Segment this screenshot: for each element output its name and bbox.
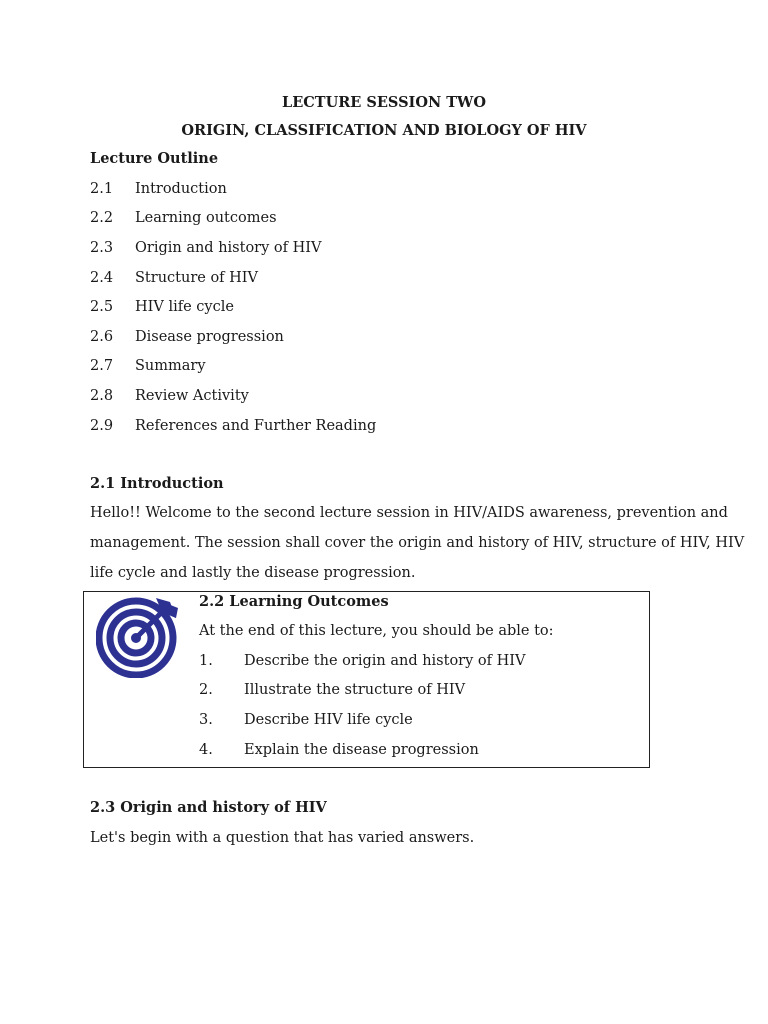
outline-item-learning-outcomes: Learning outcomes — [135, 210, 277, 226]
introduction-paragraph-line: life cycle and lastly the disease progression. — [90, 565, 416, 581]
target-icon — [96, 594, 180, 678]
topic-title: ORIGIN, CLASSIFICATION AND BIOLOGY OF HIV — [181, 122, 587, 139]
outcome-item: Describe HIV life cycle — [244, 712, 413, 728]
outcome-number: 2. — [199, 682, 213, 698]
outline-item-disease-progression: Disease progression — [135, 329, 284, 345]
outline-number: 2.2 — [90, 210, 114, 226]
session-title: LECTURE SESSION TWO — [282, 94, 486, 111]
outline-item-origin-history: Origin and history of HIV — [135, 240, 322, 256]
outline-number: 2.1 — [90, 181, 114, 197]
outline-number: 2.5 — [90, 299, 114, 315]
introduction-paragraph-line: management. The session shall cover the origin and history of HIV, structure of HIV, HIV — [90, 535, 745, 551]
outcome-number: 1. — [199, 653, 213, 669]
outline-number: 2.9 — [90, 418, 114, 434]
outline-item-review-activity: Review Activity — [135, 388, 249, 404]
outline-number: 2.7 — [90, 358, 114, 374]
introduction-heading: 2.1 Introduction — [90, 475, 224, 492]
outline-item-references: References and Further Reading — [135, 418, 377, 434]
outcome-item: Explain the disease progression — [244, 742, 479, 758]
outline-number: 2.8 — [90, 388, 114, 404]
outline-heading: Lecture Outline — [90, 150, 219, 167]
origin-heading: 2.3 Origin and history of HIV — [90, 799, 327, 816]
introduction-paragraph-line: Hello!! Welcome to the second lecture session in HIV/AIDS awareness, prevention and — [90, 505, 728, 521]
outline-item-introduction: Introduction — [135, 181, 227, 197]
outline-number: 2.4 — [90, 270, 114, 286]
learning-outcomes-heading: 2.2 Learning Outcomes — [199, 593, 389, 610]
outline-number: 2.3 — [90, 240, 114, 256]
outline-item-life-cycle: HIV life cycle — [135, 299, 234, 315]
outcome-item: Describe the origin and history of HIV — [244, 653, 526, 669]
outline-item-structure: Structure of HIV — [135, 270, 258, 286]
outcome-number: 4. — [199, 742, 213, 758]
outline-number: 2.6 — [90, 329, 114, 345]
learning-outcomes-intro: At the end of this lecture, you should be able to: — [199, 623, 554, 639]
outcome-number: 3. — [199, 712, 213, 728]
outcome-item: Illustrate the structure of HIV — [244, 682, 466, 698]
outline-item-summary: Summary — [135, 358, 206, 374]
origin-paragraph: Let's begin with a question that has varied answers. — [90, 830, 475, 846]
